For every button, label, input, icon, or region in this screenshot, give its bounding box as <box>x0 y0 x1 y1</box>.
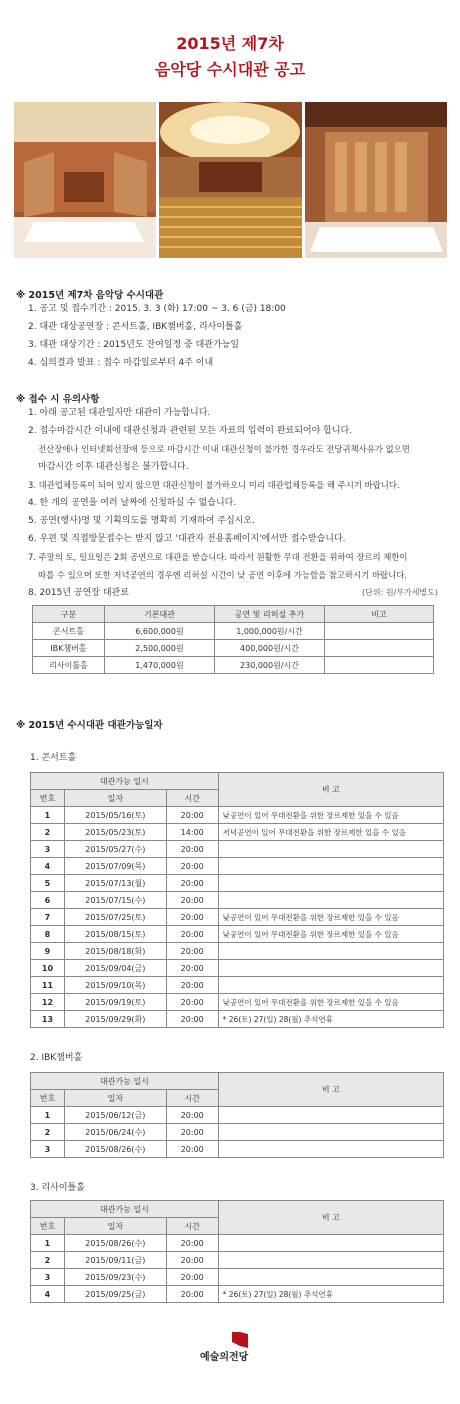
row-time: 20:00 <box>166 1011 218 1028</box>
table-cell: 1,000,000원/시간 <box>215 623 325 640</box>
recital-hall-table <box>30 1200 444 1303</box>
row-note <box>218 1252 443 1269</box>
row-time: 20:00 <box>166 977 218 994</box>
list-item: 8. 2015년 공연장 대관료 <box>28 588 129 598</box>
hall-photos <box>14 102 447 258</box>
table-row <box>33 623 434 640</box>
concert-hall-table <box>30 772 444 1028</box>
table-header-row <box>33 606 434 623</box>
table-row <box>31 1124 444 1141</box>
row-number: 13 <box>31 1011 65 1028</box>
table-cell: IBK챔버홀 <box>33 640 105 657</box>
section3-title: ※ 2015년 수시대관 대관가능일자 <box>16 720 163 731</box>
row-time: 20:00 <box>166 892 218 909</box>
row-time: 20:00 <box>166 1107 218 1124</box>
row-note <box>218 1124 443 1141</box>
svg-text:예술의전당: 예술의전당 <box>200 1352 249 1363</box>
row-note <box>218 1141 443 1158</box>
list-item: 7. 주말의 토, 일요일은 2회 공연으로 대관을 받습니다. 따라서 원활한 무대 전환을 위하여 장르의 제한이 <box>28 552 408 562</box>
ibk-hall-photo <box>159 102 301 258</box>
row-time: 20:00 <box>166 1141 218 1158</box>
row-number: 11 <box>31 977 65 994</box>
col-header: 기본대관 <box>105 606 215 623</box>
row-number: 1 <box>31 807 65 824</box>
row-note <box>218 960 443 977</box>
list-item: 4. 한 개의 공연을 여러 날짜에 신청하실 수 없습니다. <box>28 498 237 508</box>
section2-list <box>28 404 453 602</box>
table-row <box>31 858 444 875</box>
row-time: 20:00 <box>166 1286 218 1303</box>
row-date: 2015/08/18(화) <box>64 943 166 960</box>
row-date: 2015/09/23(수) <box>64 1269 166 1286</box>
row-time: 20:00 <box>166 926 218 943</box>
row-note <box>218 1107 443 1124</box>
table-row <box>31 994 444 1011</box>
row-date: 2015/09/29(화) <box>64 1011 166 1028</box>
row-note: 낮공연이 있어 무대전환을 위한 장르제한 있을 수 있음 <box>218 807 443 824</box>
row-date: 2015/09/10(목) <box>64 977 166 994</box>
col-header-group: 대관가능 일시 <box>31 1073 219 1090</box>
row-time: 20:00 <box>166 1269 218 1286</box>
table-cell: 400,000원/시간 <box>215 640 325 657</box>
table-row <box>31 960 444 977</box>
row-note: 낮공연이 있어 무대전환을 위한 장르제한 있을 수 있음 <box>218 909 443 926</box>
row-note <box>218 841 443 858</box>
table-row <box>31 1252 444 1269</box>
col-header-note: 비 고 <box>218 1073 443 1107</box>
col-header-group: 대관가능 일시 <box>31 773 219 790</box>
col-header-date: 일자 <box>64 1218 166 1235</box>
list-item: 2. 접수마감시간 이내에 대관신청과 관련된 모든 자료의 입력이 완료되어야 합니다. <box>28 426 353 436</box>
col-header-num: 번호 <box>31 790 65 807</box>
row-date: 2015/09/19(토) <box>64 994 166 1011</box>
row-number: 3 <box>31 1141 65 1158</box>
row-date: 2015/06/12(금) <box>64 1107 166 1124</box>
row-number: 4 <box>31 1286 65 1303</box>
row-date: 2015/06/24(수) <box>64 1124 166 1141</box>
row-note <box>218 977 443 994</box>
concert-hall-title: 1. 콘서트홀 <box>30 753 77 763</box>
row-date: 2015/08/26(수) <box>64 1235 166 1252</box>
table-row <box>31 841 444 858</box>
row-date: 2015/07/09(목) <box>64 858 166 875</box>
list-item: 따를 수 있으며 또한 저녁공연의 경우엔 리허설 시간이 낮 공연 이후에 가능함을 참고하시기 바랍니다. <box>38 570 407 580</box>
row-number: 2 <box>31 1124 65 1141</box>
row-number: 6 <box>31 892 65 909</box>
row-time: 20:00 <box>166 807 218 824</box>
section1-title: ※ 2015년 제7차 음악당 수시대관 <box>16 290 164 301</box>
row-number: 2 <box>31 1252 65 1269</box>
col-header-num: 번호 <box>31 1090 65 1107</box>
row-number: 4 <box>31 858 65 875</box>
table-row <box>31 1107 444 1124</box>
table-row <box>31 1269 444 1286</box>
col-header: 구분 <box>33 606 105 623</box>
page-title-line1: 2015년 제7차 <box>176 34 284 53</box>
fee-table <box>32 605 434 674</box>
col-header-note: 비 고 <box>218 1201 443 1235</box>
col-header-date: 일자 <box>64 1090 166 1107</box>
row-time: 20:00 <box>166 909 218 926</box>
list-item: 3. 대관업체등록이 되어 있지 않으면 대관신청이 불가하오니 미리 대관업체등록을 해 주시기 바랍니다. <box>28 480 400 490</box>
col-header-note: 비 고 <box>218 773 443 807</box>
section2-title: ※ 접수 시 유의사항 <box>16 394 100 405</box>
row-number: 2 <box>31 824 65 841</box>
row-number: 8 <box>31 926 65 943</box>
table-row <box>31 1011 444 1028</box>
row-date: 2015/07/15(수) <box>64 892 166 909</box>
recital-hall-photo <box>305 102 447 258</box>
row-note <box>218 1235 443 1252</box>
table-row <box>31 943 444 960</box>
row-time: 20:00 <box>166 875 218 892</box>
table-header-row <box>31 773 444 790</box>
row-date: 2015/05/23(토) <box>64 824 166 841</box>
row-number: 7 <box>31 909 65 926</box>
row-note: 낮공연이 있어 무대전환을 위한 장르제한 있을 수 있음 <box>218 994 443 1011</box>
row-date: 2015/05/27(수) <box>64 841 166 858</box>
row-time: 20:00 <box>166 960 218 977</box>
unit-note: (단위: 원/부가세별도) <box>362 588 438 597</box>
row-date: 2015/07/13(월) <box>64 875 166 892</box>
table-cell: 리사이틀홀 <box>33 657 105 674</box>
col-header-time: 시간 <box>166 1090 218 1107</box>
list-item: 전산장애나 인터넷회선장애 등으로 마감시간 이내 대관신청이 불가한 경우라도 전당귀책사유가 없으면 <box>38 444 410 454</box>
row-time: 20:00 <box>166 994 218 1011</box>
table-row <box>31 1286 444 1303</box>
list-item: 2. 대관 대상공연장 : 콘서트홀, IBK챔버홀, 리사이틀홀 <box>28 322 243 332</box>
row-time: 20:00 <box>166 841 218 858</box>
table-header-row <box>31 1073 444 1090</box>
row-note: * 26(토) 27(일) 28(월) 추석연휴 <box>218 1286 443 1303</box>
table-cell: 2,500,000원 <box>105 640 215 657</box>
row-number: 3 <box>31 1269 65 1286</box>
list-item: 3. 대관 대상기간 : 2015년도 잔여일정 중 대관가능일 <box>28 340 240 350</box>
table-row <box>33 640 434 657</box>
row-date: 2015/08/15(토) <box>64 926 166 943</box>
table-header-row <box>31 1201 444 1218</box>
list-item: 마감시간 이후 대관신청은 불가합니다. <box>38 462 189 472</box>
row-number: 12 <box>31 994 65 1011</box>
row-note: 낮공연이 있어 무대전환을 위한 장르제한 있을 수 있음 <box>218 926 443 943</box>
table-row <box>31 824 444 841</box>
col-header-num: 번호 <box>31 1218 65 1235</box>
row-date: 2015/05/16(토) <box>64 807 166 824</box>
table-cell: 6,600,000원 <box>105 623 215 640</box>
table-row <box>31 926 444 943</box>
table-row <box>31 977 444 994</box>
ibk-hall-title: 2. IBK챔버홀 <box>30 1053 83 1063</box>
list-item: 1. 아래 공고된 대관일자만 대관이 가능합니다. <box>28 408 211 418</box>
table-cell <box>325 657 434 674</box>
row-note: 저녁공연이 있어 무대전환을 위한 장르제한 있을 수 있음 <box>218 824 443 841</box>
row-number: 9 <box>31 943 65 960</box>
list-item: 6. 우편 및 직접방문접수는 받지 않고 '대관자 전용홈페이지'에서만 접수받습니다. <box>28 534 346 544</box>
row-note <box>218 1269 443 1286</box>
table-cell: 콘서트홀 <box>33 623 105 640</box>
col-header-group: 대관가능 일시 <box>31 1201 219 1218</box>
row-number: 5 <box>31 875 65 892</box>
page-title-line2: 음악당 수시대관 공고 <box>154 60 306 79</box>
table-row <box>31 1235 444 1252</box>
row-number: 1 <box>31 1235 65 1252</box>
recital-hall-title: 3. 리사이틀홀 <box>30 1183 85 1193</box>
col-header: 공연 및 리허설 추가 <box>215 606 325 623</box>
list-item: 4. 심의결과 발표 : 접수 마감일로부터 4주 이내 <box>28 358 214 368</box>
list-item: 5. 공연(행사)명 및 기획의도를 명확히 기재하여 주십시오. <box>28 516 255 526</box>
row-time: 20:00 <box>166 1252 218 1269</box>
table-cell <box>325 623 434 640</box>
row-date: 2015/08/26(수) <box>64 1141 166 1158</box>
table-cell: 1,470,000원 <box>105 657 215 674</box>
row-time: 20:00 <box>166 943 218 960</box>
row-time: 20:00 <box>166 1124 218 1141</box>
row-date: 2015/07/25(토) <box>64 909 166 926</box>
table-row <box>31 807 444 824</box>
ibk-hall-table <box>30 1072 444 1158</box>
table-row <box>31 892 444 909</box>
row-note: * 26(토) 27(일) 28(월) 추석연휴 <box>218 1011 443 1028</box>
row-date: 2015/09/04(금) <box>64 960 166 977</box>
row-note <box>218 875 443 892</box>
row-time: 20:00 <box>166 1235 218 1252</box>
col-header-date: 일자 <box>64 790 166 807</box>
row-date: 2015/09/25(금) <box>64 1286 166 1303</box>
section1-list <box>28 300 453 372</box>
concert-hall-photo <box>14 102 156 258</box>
col-header-time: 시간 <box>166 1218 218 1235</box>
table-cell <box>325 640 434 657</box>
row-number: 1 <box>31 1107 65 1124</box>
list-item: 1. 공고 및 접수기간 : 2015. 3. 3 (화) 17:00 ~ 3. 6 (금) 18:00 <box>28 304 286 314</box>
table-row <box>33 657 434 674</box>
row-note <box>218 943 443 960</box>
row-time: 14:00 <box>166 824 218 841</box>
row-note <box>218 892 443 909</box>
table-cell: 230,000원/시간 <box>215 657 325 674</box>
row-number: 3 <box>31 841 65 858</box>
row-date: 2015/09/11(금) <box>64 1252 166 1269</box>
table-row <box>31 1141 444 1158</box>
row-note <box>218 858 443 875</box>
table-row <box>31 909 444 926</box>
col-header: 비고 <box>325 606 434 623</box>
table-row <box>31 875 444 892</box>
row-time: 20:00 <box>166 858 218 875</box>
arts-center-logo <box>196 1332 266 1364</box>
row-number: 10 <box>31 960 65 977</box>
col-header-time: 시간 <box>166 790 218 807</box>
